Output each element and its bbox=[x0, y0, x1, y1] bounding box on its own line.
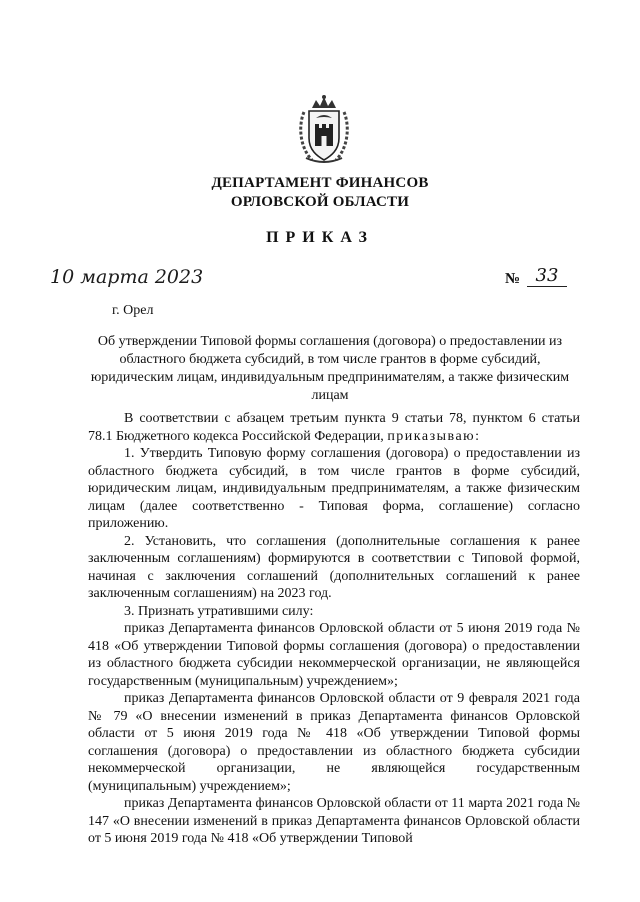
item-paragraph: 3. Признать утратившими силу: bbox=[124, 603, 314, 619]
order-keyword: приказываю: bbox=[387, 428, 481, 444]
preamble-paragraph bbox=[88, 410, 580, 445]
preamble-text: В соответствии с абзацем третьим пункта 9 статьи 78, пунктом 6 статьи 78.1 Бюджетного кодекса Российской Федерации, bbox=[88, 411, 580, 444]
number-sign-label: № bbox=[505, 271, 521, 287]
department-name-line-1: ДЕПАРТАМЕНТ ФИНАНСОВ bbox=[211, 175, 429, 191]
department-name-line-2: ОРЛОВСКОЙ ОБЛАСТИ bbox=[230, 194, 410, 210]
order-subject-heading: Об утверждении Типовой формы соглашения (договора) о предоставлении из областного бюджета субсидий, в том числе грантов в форме субсидий, юридическим лицам, индивидуальным предпринимателям, а также физическим лицам bbox=[90, 334, 570, 403]
orel-oblast-coat-of-arms-icon bbox=[296, 94, 352, 166]
repealed-order-paragraph: приказ Департамента финансов Орловской области от 9 февраля 2021 года № 79 «О внесении изменений в приказ Департамента финансов Орловской области от 5 июня 2019 года № 418 «Об утверждении Типовой формы соглашения (договора) о предоставлении из областного бюджета субсидии некоммерческой организации, не являющейся государственным (муниципальным) учреждением»; bbox=[88, 691, 580, 794]
order-body-text bbox=[88, 410, 580, 848]
handwritten-date: 10 марта 2023 bbox=[50, 266, 204, 288]
document-type-title: ПРИКАЗ bbox=[266, 229, 374, 246]
item-paragraph: 1. Утвердить Типовую форму соглашения (договора) о предоставлении из областного бюджета субсидий, в том числе грантов в форме субсидий, юридическим лицам, индивидуальным предпринимателям, а также физическим лицам (далее соответственно - Типовая форма, соглашение) согласно приложению. bbox=[88, 446, 580, 531]
city-label: г. Орел bbox=[112, 303, 154, 318]
handwritten-order-number: 33 bbox=[527, 266, 567, 287]
department-name bbox=[0, 174, 640, 212]
item-paragraph: 2. Установить, что соглашения (дополнительные соглашения к ранее заключенным соглашениям) формируются в соответствии с Типовой формой, начиная с заключения соглашений (дополнительных соглашений к ранее заключенным соглашениям) на 2023 год. bbox=[88, 533, 580, 601]
repealed-order-paragraph: приказ Департамента финансов Орловской области от 11 марта 2021 года № 147 «О внесении изменений в приказ Департамента финансов Орловской области от 5 июня 2019 года № 418 «Об утверждении Типовой bbox=[88, 796, 580, 846]
repealed-order-paragraph: приказ Департамента финансов Орловской области от 5 июня 2019 года № 418 «Об утверждении Типовой формы соглашения (договора) о предоставлении из областного бюджета субсидии некоммерческой организации, не являющейся государственным (муниципальным) учреждением»; bbox=[88, 621, 580, 689]
